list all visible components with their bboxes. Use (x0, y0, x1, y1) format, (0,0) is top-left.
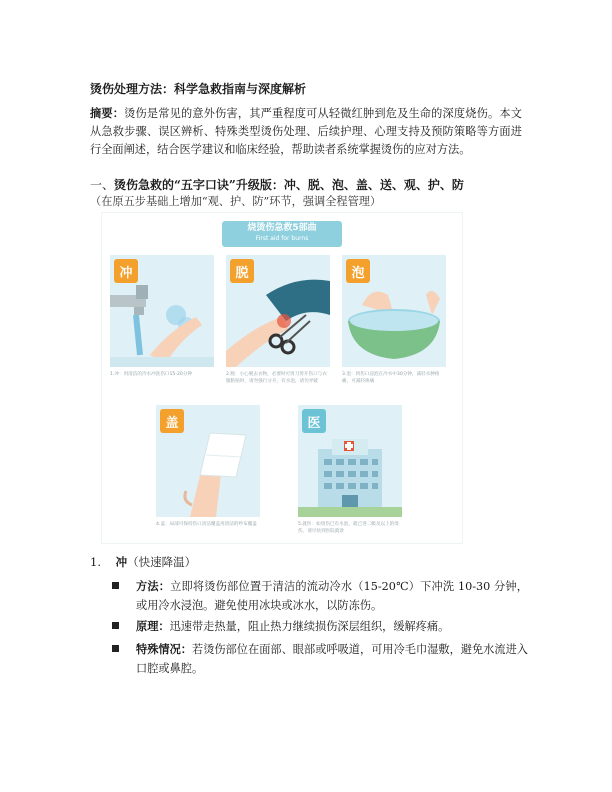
bullet-method-body: 立即将烫伤部位置于清洁的流动冷水（15-20℃）下冲洗 10-30 分钟，或用冷水浸泡。避免使用冰块或冰水，以防冻伤。 (136, 580, 528, 612)
section-heading (90, 176, 464, 193)
bullet-special-label: 特殊情况： (136, 642, 192, 656)
panel-soak-badge: 泡 (346, 259, 370, 283)
list-item-1-title: 冲 (115, 555, 128, 569)
panel-cover-badge: 盖 (160, 409, 184, 433)
first-aid-infographic (101, 212, 463, 544)
bullet-principle-label: 原理： (136, 619, 170, 633)
abstract-paragraph (90, 104, 522, 159)
panel-hospital-caption: 5.就医：如烫伤已有水泡，就已进二级及以上的烫伤，请尽快到医院就诊 (298, 522, 399, 534)
panel-hospital-badge: 医 (302, 409, 326, 433)
bullet-method-label: 方法： (136, 579, 171, 593)
panel-hospital (298, 405, 402, 517)
abstract-label: 摘要： (90, 106, 125, 120)
document-title: 烫伤处理方法：科学急救指南与深度解析 (90, 82, 307, 96)
panel-soak (342, 255, 446, 367)
bullet-principle (112, 617, 526, 637)
section-subheading: （在原五步基础上增加“观、护、防”环节，强调全程管理） (90, 195, 382, 208)
section-number: 一、 (90, 178, 115, 192)
panel-rinse-caption: 1.冲：用清洁的冷水冲洗伤口15-20分钟 (110, 372, 193, 377)
panel-cover (156, 405, 260, 517)
list-item-1-number: 1. (90, 555, 101, 569)
abstract-text: 烫伤是常见的意外伤害，其严重程度可从轻微红肿到危及生命的深度烧伤。本文从急救步骤、误区辨析、特殊类型烫伤处理、后续护理、心理支持及预防策略等方面进行全面阐述，结合医学建议和临床经验，帮助读者系统掌握烫伤的应对方法。 (90, 107, 522, 156)
infographic-banner (222, 221, 342, 247)
panel-rinse-badge: 冲 (114, 259, 138, 283)
section-title: 烫伤急救的“五字口诀”升级版：冲、脱、泡、盖、送、观、护、防 (114, 178, 464, 192)
bullet-square-icon (112, 582, 119, 589)
bullet-principle-body: 迅速带走热量，阻止热力继续损伤深层组织，缓解疼痛。 (169, 620, 450, 633)
bullet-method-text (136, 577, 528, 615)
list-item-1-heading (90, 554, 196, 570)
bullet-square-icon (112, 645, 119, 652)
panel-rinse (110, 255, 214, 367)
bullet-special-text (136, 640, 528, 678)
panel-remove (226, 255, 330, 367)
panel-soak-caption: 3.泡：将伤口浸泡在冷水中30分钟，减轻水肿疼痛，可减轻疼痛 (342, 372, 440, 384)
panel-remove-caption: 2.脱：小心脱去衣物，必要时可剪刀剪开伤口与衣服粘贴时，请勿强行分开，有水泡，请勿弄破 (226, 372, 327, 384)
bullet-square-icon (112, 622, 119, 629)
infographic-banner-title: 烧烫伤急救5部曲 (247, 223, 317, 233)
bullet-method (112, 577, 526, 615)
list-item-1-note: （快速降温） (127, 555, 197, 569)
infographic-banner-subtitle: First aid for burns (255, 235, 309, 242)
bullet-special-body: 若烫伤部位在面部、眼部或呼吸道，可用冷毛巾湿敷，避免水流进入口腔或鼻腔。 (136, 643, 528, 675)
panel-cover-caption: 4.盖：局部可保持伤口清洁覆盖用清洁的纱布覆盖 (156, 522, 257, 527)
panel-remove-badge: 脱 (230, 259, 254, 283)
bullet-special (112, 640, 526, 678)
bullet-principle-text (136, 617, 528, 636)
